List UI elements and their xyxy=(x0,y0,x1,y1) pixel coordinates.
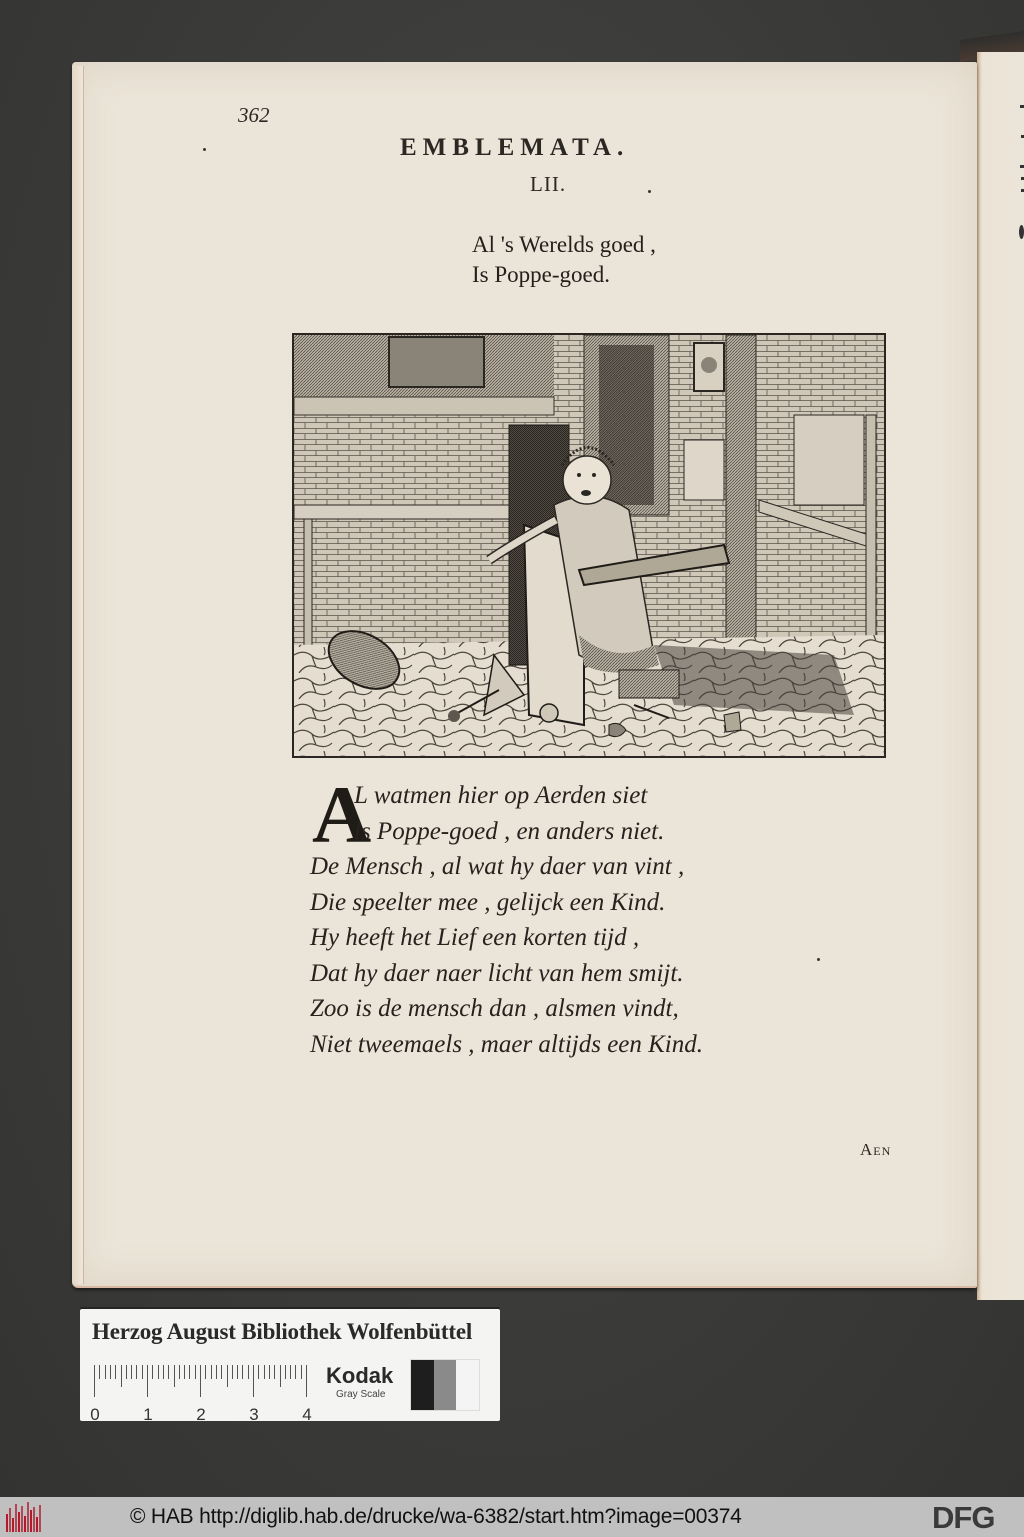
ruler-tick xyxy=(242,1365,243,1379)
ruler-tick xyxy=(99,1365,100,1379)
ruler-tick xyxy=(152,1365,153,1379)
verse-line: De Mensch , al wat hy daer van vint , xyxy=(310,853,685,880)
ruler-tick xyxy=(110,1365,111,1379)
verse-line: Zoo is de mensch dan , alsmen vindt, xyxy=(310,995,679,1022)
ruler-tick xyxy=(295,1365,296,1379)
ruler-tick xyxy=(274,1365,275,1379)
ruler-tick xyxy=(115,1365,116,1379)
library-name: Herzog August Bibliothek Wolfenbüttel xyxy=(92,1319,473,1344)
ruler-tick xyxy=(158,1365,159,1379)
facing-page xyxy=(977,52,1024,1300)
ruler-tick xyxy=(253,1365,254,1397)
ruler-tick xyxy=(227,1365,228,1387)
ruler-tick xyxy=(280,1365,281,1387)
ruler-tick xyxy=(131,1365,132,1379)
verse-line: ls Poppe-goed , en anders niet. xyxy=(354,817,665,845)
swatch-black xyxy=(411,1360,434,1410)
page-edge xyxy=(72,66,84,1284)
dfg-logo-icon: DFG xyxy=(932,1500,995,1535)
drop-cap: A xyxy=(312,769,372,860)
copyright-url[interactable]: © HAB http://diglib.hab.de/drucke/wa-6382/start.htm?image=00374 xyxy=(130,1505,742,1528)
ruler-number: 0 xyxy=(90,1405,100,1424)
ruler-tick xyxy=(189,1365,190,1379)
motto xyxy=(472,230,656,290)
ruler-tick xyxy=(285,1365,286,1379)
ruler-tick xyxy=(163,1365,164,1379)
ruler-tick xyxy=(126,1365,127,1379)
verse xyxy=(310,769,704,1062)
gray-scale-swatches xyxy=(410,1359,480,1411)
ruler-tick xyxy=(168,1365,169,1379)
motto-line: Al 's Werelds goed , xyxy=(472,232,656,257)
catchword: Aen xyxy=(860,1140,892,1159)
kodak-subtitle: Gray Scale xyxy=(336,1389,386,1400)
verse-line: Niet tweemaels , maer altijds een Kind. xyxy=(310,1030,704,1058)
ruler-tick xyxy=(121,1365,122,1387)
ruler-tick xyxy=(306,1365,307,1397)
running-title: EMBLEMATA. xyxy=(400,134,630,161)
verse-line: Hy heeft het Lief een korten tijd , xyxy=(310,924,640,951)
ruler-number: 1 xyxy=(143,1405,153,1424)
ruler-tick xyxy=(195,1365,196,1379)
library-label xyxy=(80,1309,500,1424)
engraving-illustration xyxy=(294,335,884,756)
ruler-tick xyxy=(142,1365,143,1379)
swatch-gray xyxy=(434,1360,457,1410)
ruler-tick xyxy=(237,1365,238,1379)
hab-logo-icon xyxy=(6,1502,46,1532)
emblem-engraving xyxy=(292,333,886,758)
ruler-tick xyxy=(269,1365,270,1379)
ink-speck xyxy=(817,958,820,961)
ruler-tick xyxy=(174,1365,175,1387)
ruler-tick xyxy=(205,1365,206,1379)
ruler-number: 3 xyxy=(249,1405,259,1424)
ruler-tick xyxy=(301,1365,302,1379)
ruler-tick xyxy=(200,1365,201,1397)
verse-line: Dat hy daer naer licht van hem smijt. xyxy=(310,959,684,987)
cm-ruler xyxy=(90,1365,312,1424)
page-number: 362 xyxy=(238,103,270,127)
emblem-number: LII. xyxy=(530,172,567,196)
verse-line: Die speelter mee , gelijck een Kind. xyxy=(310,888,666,916)
kodak-brand: Kodak xyxy=(326,1363,394,1388)
ruler-tick xyxy=(216,1365,217,1379)
ruler-number: 4 xyxy=(302,1405,312,1424)
ruler-tick xyxy=(248,1365,249,1379)
ruler-tick xyxy=(105,1365,106,1379)
ruler-tick xyxy=(136,1365,137,1379)
motto-line: Is Poppe-goed. xyxy=(472,262,610,287)
ruler-tick xyxy=(211,1365,212,1379)
ruler-tick xyxy=(179,1365,180,1379)
swatch-white xyxy=(456,1360,479,1410)
ruler-tick xyxy=(221,1365,222,1379)
ruler-tick xyxy=(290,1365,291,1379)
ink-speck xyxy=(203,148,206,151)
ruler-tick xyxy=(184,1365,185,1379)
ruler-tick xyxy=(94,1365,95,1397)
facing-page-marks xyxy=(1018,105,1024,365)
ink-speck xyxy=(648,190,651,193)
ruler-tick xyxy=(147,1365,148,1397)
ruler-tick xyxy=(258,1365,259,1379)
ruler-tick xyxy=(232,1365,233,1379)
ruler-number: 2 xyxy=(196,1405,206,1424)
verse-line: L watmen hier op Aerden siet xyxy=(354,782,648,809)
footer-bar xyxy=(0,1497,1024,1537)
ruler-tick xyxy=(264,1365,265,1379)
